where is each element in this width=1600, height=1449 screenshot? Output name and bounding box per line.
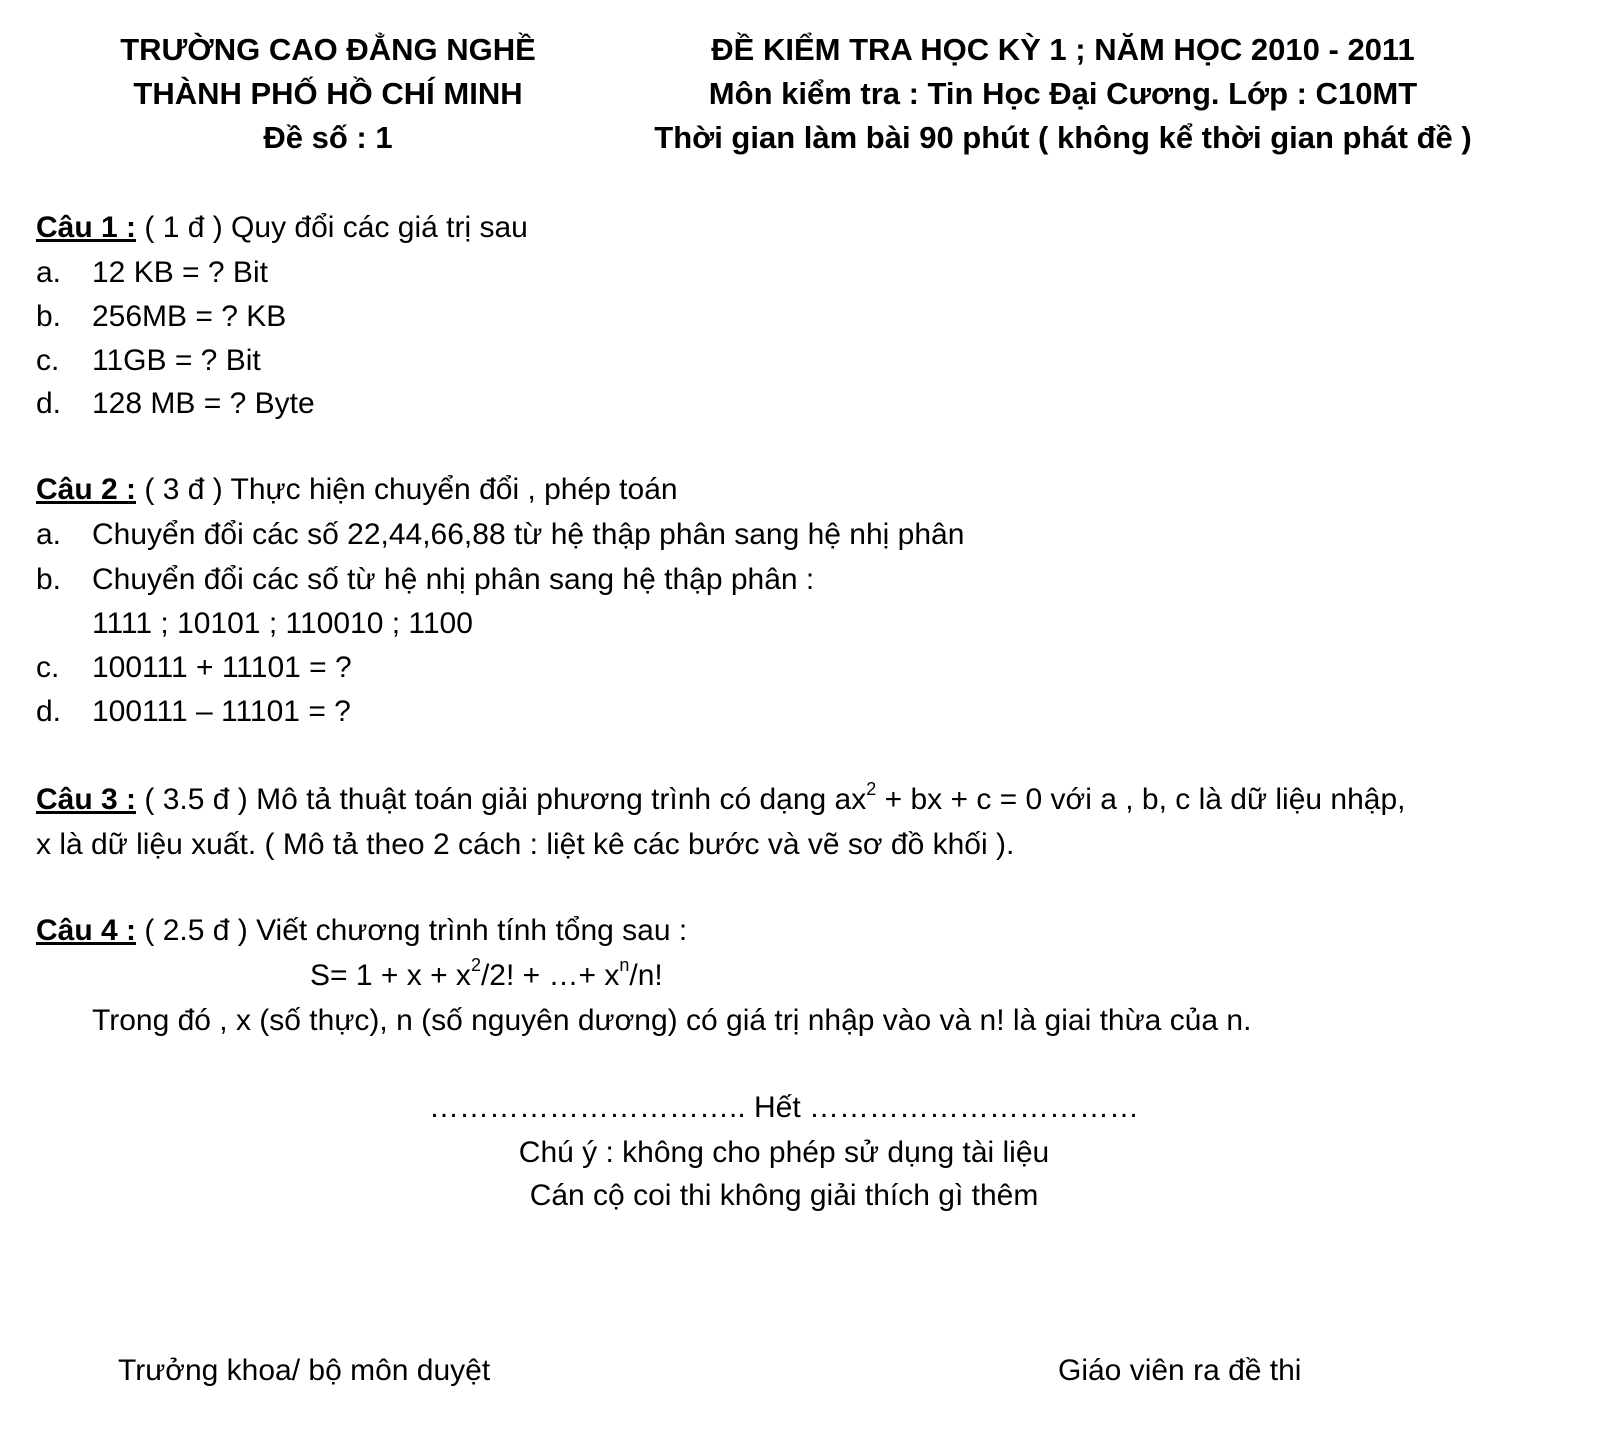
exam-title: ĐỀ KIỂM TRA HỌC KỲ 1 ; NĂM HỌC 2010 - 2011: [711, 32, 1415, 67]
signature-right: Giáo viên ra đề thi: [1058, 1354, 1302, 1387]
question-1-heading: [36, 210, 528, 246]
question-2-label: Câu 2 :: [36, 473, 137, 506]
list-item: c. 100111 + 11101 = ?: [36, 651, 352, 684]
question-3-line2: x là dữ liệu xuất. ( Mô tả theo 2 cách : liệt kê các bước và vẽ sơ đồ khối ).: [36, 828, 1015, 861]
exam-subject: Môn kiểm tra : Tin Học Đại Cương. Lớp : C10MT: [708, 76, 1418, 111]
question-1-text: ( 1 đ ) Quy đổi các giá trị sau: [136, 211, 528, 244]
question-3-heading: Câu 3 : ( 3.5 đ ) Mô tả thuật toán giải phương trình có dạng $ax^2$ + bx + c = 0 với a , b, c là dữ liệu nhập,: [36, 779, 1406, 816]
exam-duration: Thời gian làm bài 90 phút ( không kể thời gian phát đề ): [654, 120, 1472, 155]
list-item: b. 256MB = ? KB: [36, 300, 287, 333]
question-4-label: Câu 4 :: [36, 914, 137, 947]
list-item: a. Chuyển đổi các số 22,44,66,88 từ hệ thập phân sang hệ nhị phân: [36, 518, 965, 551]
question-2-heading: [36, 472, 678, 508]
question-4-note: Trong đó , x (số thực), n (số nguyên dương) có giá trị nhập vào và n! là giai thừa của n.: [92, 1004, 1252, 1037]
question-3-label: Câu 3 :: [36, 783, 137, 816]
question-4-heading: [36, 913, 687, 949]
question-1-label: Câu 1 :: [36, 211, 137, 244]
list-item: c. 11GB = ? Bit: [36, 344, 261, 377]
sum-formula: $S= 1 + x + x^2/2$! + …+ $x^n/n$!: [310, 955, 663, 992]
question-2-text: ( 3 đ ) Thực hiện chuyển đổi , phép toán: [136, 473, 678, 506]
list-item: d. 100111 – 11101 = ?: [36, 695, 351, 728]
list-item: a. 12 KB = ? Bit: [36, 256, 268, 289]
signature-left: Trưởng khoa/ bộ môn duyệt: [118, 1354, 491, 1387]
school-name-line2: THÀNH PHỐ HỒ CHÍ MINH: [133, 76, 523, 111]
end-line: ………………………….. Hết ……………………………: [428, 1091, 1140, 1124]
question-4-text: ( 2.5 đ ) Viết chương trình tính tổng sau :: [136, 914, 688, 947]
school-name-line1: TRƯỜNG CAO ĐẲNG NGHỀ: [120, 32, 536, 67]
list-item: b. Chuyển đổi các số từ hệ nhị phân sang hệ thập phân :: [36, 563, 815, 596]
footer-note-2: Cán cộ coi thi không giải thích gì thêm: [529, 1179, 1039, 1212]
footer-note-1: Chú ý : không cho phép sử dụng tài liệu: [518, 1136, 1050, 1169]
list-item: d. 128 MB = ? Byte: [36, 387, 315, 420]
exam-number: Đề số : 1: [263, 120, 393, 155]
list-item: 1111 ; 10101 ; 110010 ; 1100: [92, 607, 473, 640]
